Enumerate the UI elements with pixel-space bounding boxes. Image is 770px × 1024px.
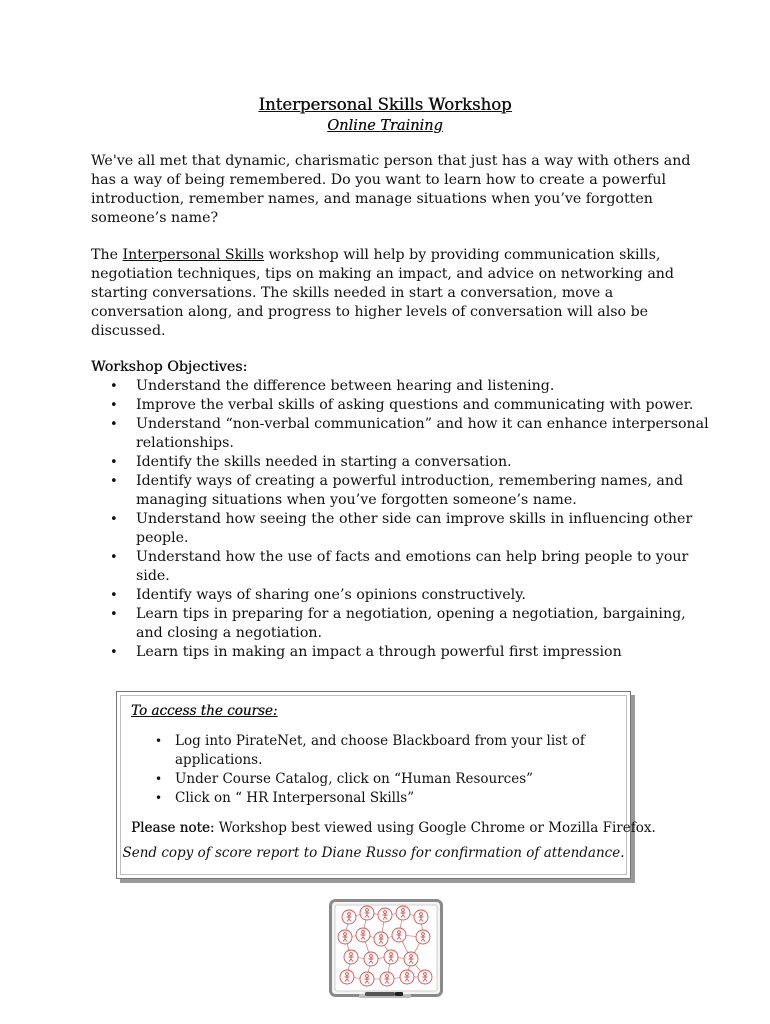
network-node	[384, 950, 398, 964]
objective-item: • Understand how the use of facts and emotions can help bring people to your side.	[91, 548, 711, 586]
objective-item: • Learn tips in making an impact a through powerful first impression	[91, 643, 711, 662]
access-step: • Click on “ HR Interpersonal Skills”	[131, 789, 601, 808]
network-node	[374, 932, 388, 946]
network-node	[360, 906, 374, 920]
network-node	[356, 928, 370, 942]
network-node	[360, 972, 374, 986]
send-score-note: Send copy of score report to Diane Russo for confirmation of attendance.	[122, 845, 625, 861]
objective-item: • Learn tips in preparing for a negotiation, opening a negotiation, bargaining, and closing a negotiation.	[91, 605, 711, 643]
document-title: Interpersonal Skills Workshop	[258, 95, 512, 114]
access-box-title: To access the course:	[131, 703, 278, 719]
network-node	[380, 972, 394, 986]
objective-item: • Improve the verbal skills of asking questions and communicating with power.	[91, 396, 711, 415]
description-paragraph	[91, 246, 691, 341]
objective-item: • Identify the skills needed in starting a conversation.	[91, 453, 711, 472]
description-rest: workshop will help by providing communication skills, negotiation techniques, tips on making an impact, and advice on networking and starting conversations. The skills needed in start a conversation, move a conversation along, and progress to higher levels of conversation will also be discussed.	[91, 247, 674, 339]
note-label: Please note:	[131, 820, 215, 836]
description-lead: The	[91, 247, 123, 263]
objectives-heading: Workshop Objectives:	[91, 359, 248, 375]
objective-item: • Identify ways of sharing one’s opinions constructively.	[91, 586, 711, 605]
objective-item: • Understand how seeing the other side can improve skills in influencing other people.	[91, 510, 711, 548]
access-course-box	[116, 691, 656, 879]
objective-item: • Understand “non-verbal communication” and how it can enhance interpersonal relationships.	[91, 415, 711, 453]
document-subtitle: Online Training	[327, 118, 443, 134]
network-node	[338, 930, 352, 944]
workshop-name: Interpersonal Skills	[122, 247, 265, 263]
intro-paragraph: We've all met that dynamic, charismatic person that just has a way with others and has a way of being remembered. Do you want to learn how to create a powerful introduction, remember names, and manage situations when you’ve forgotten someone’s name?	[91, 153, 691, 226]
network-node	[404, 952, 418, 966]
network-node	[414, 910, 428, 924]
network-node	[340, 970, 354, 984]
network-node	[344, 950, 358, 964]
objectives-list	[91, 377, 711, 662]
access-steps-list	[131, 732, 601, 808]
network-node	[378, 908, 392, 922]
network-node	[392, 928, 406, 942]
note-text: Workshop best viewed using Google Chrome or Mozilla Firefox.	[214, 820, 656, 836]
network-node	[364, 952, 378, 966]
network-node	[416, 930, 430, 944]
network-node	[418, 970, 432, 984]
access-step: • Log into PirateNet, and choose Blackboard from your list of applications.	[131, 732, 601, 770]
network-node	[396, 906, 410, 920]
network-node	[400, 970, 414, 984]
network-node	[342, 910, 356, 924]
objective-item: • Understand the difference between hearing and listening.	[91, 377, 711, 396]
access-step: • Under Course Catalog, click on “Human Resources”	[131, 770, 601, 789]
objective-item: • Identify ways of creating a powerful introduction, remembering names, and managing situations when you’ve forgotten someone’s name.	[91, 472, 711, 510]
browser-note	[131, 819, 656, 838]
whiteboard-network-icon	[329, 899, 443, 1005]
